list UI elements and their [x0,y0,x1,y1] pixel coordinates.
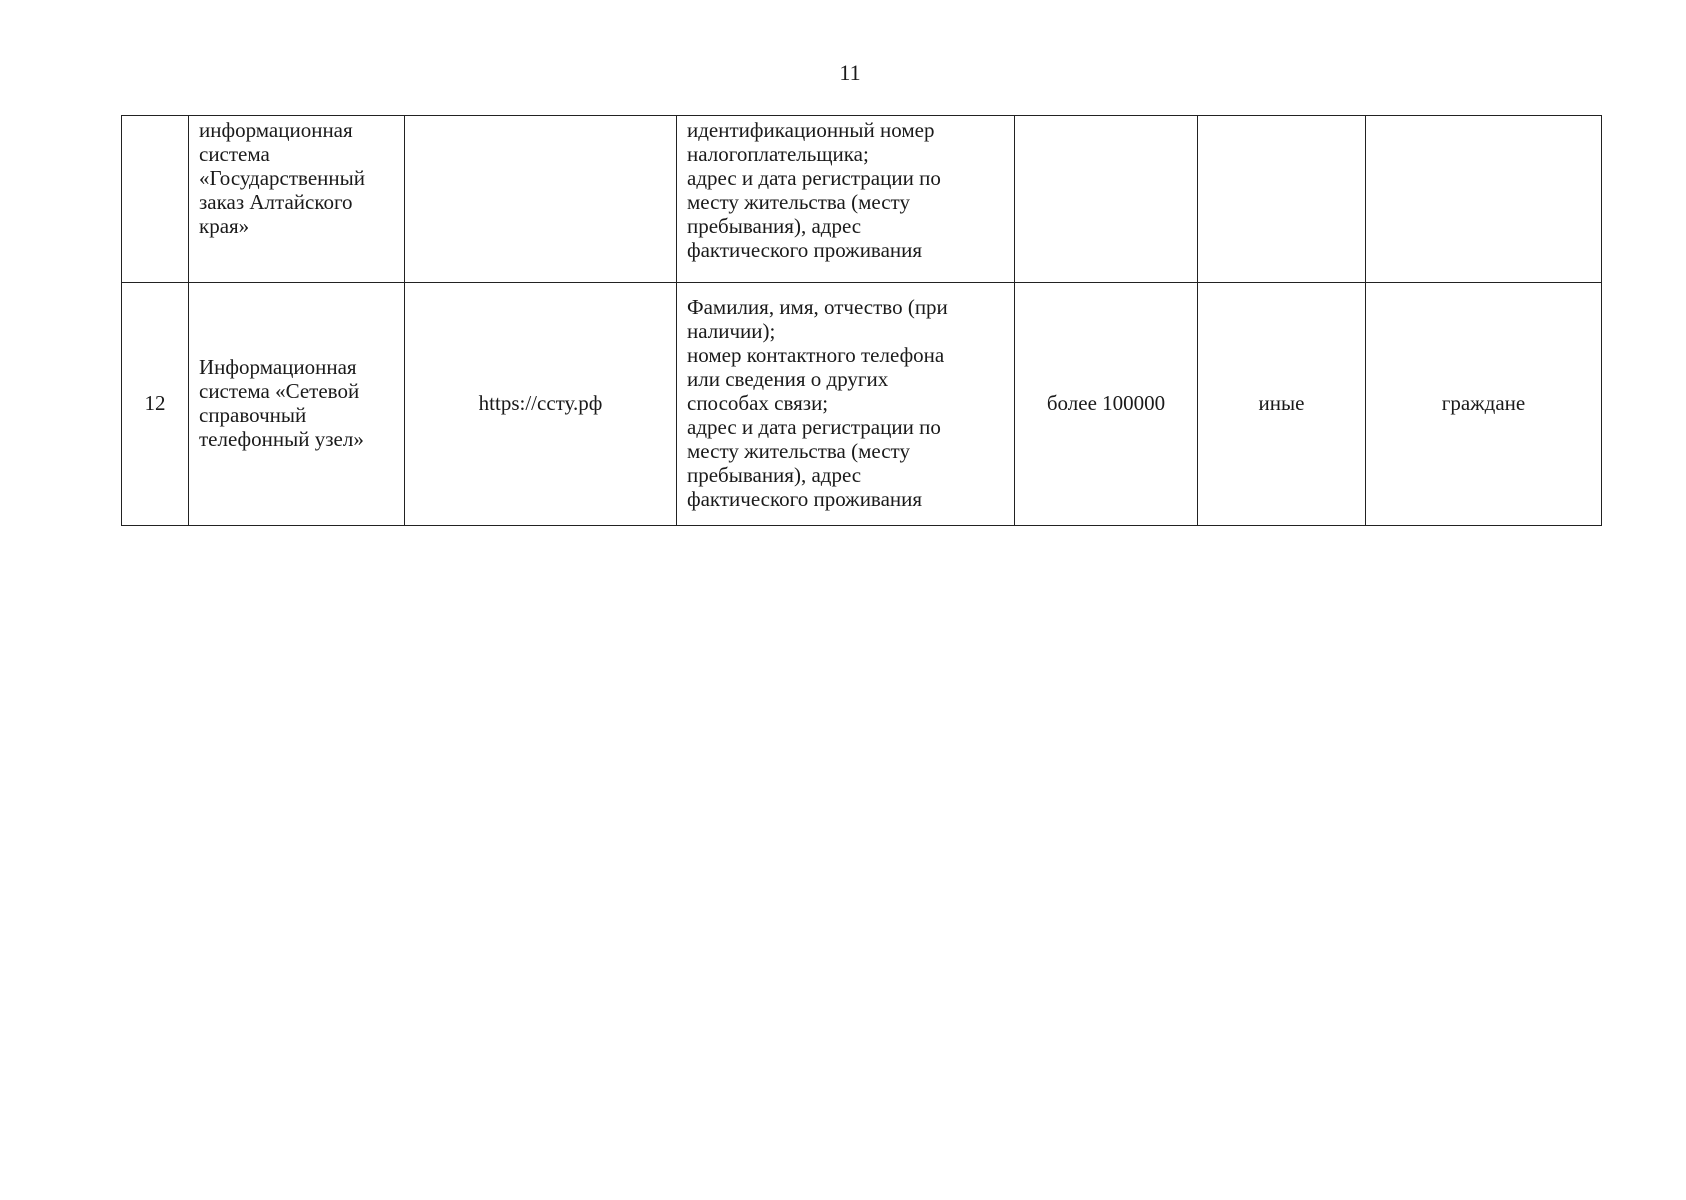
subjects-cell [1366,116,1602,283]
personal-data-line: фактического проживания [687,487,923,511]
personal-data-line: фактического проживания [687,238,923,262]
registry-table [121,115,1602,526]
volume-cell: более 100000 [1015,283,1198,526]
personal-data-line: идентификационный номер [687,118,935,142]
system-name-line: система «Сетевой [199,379,360,403]
system-name-line: Информационная [199,355,357,379]
system-name-line: заказ Алтайского [199,190,353,214]
personal-data-line: способах связи; [687,391,829,415]
personal-data-cell [677,116,1015,283]
row-number-cell: 12 [122,283,189,526]
personal-data-line: Фамилия, имя, отчество (при [687,295,948,319]
personal-data-line: пребывания), адрес [687,214,862,238]
personal-data-line: адрес и дата регистрации по [687,166,941,190]
system-name-line: справочный [199,403,307,427]
volume-cell [1015,116,1198,283]
category-cell: иные [1198,283,1366,526]
table-row [122,116,1602,283]
personal-data-line: адрес и дата регистрации по [687,415,941,439]
system-name-line: края» [199,214,250,238]
system-name-cell [189,116,405,283]
personal-data-line: налогоплательщика; [687,142,869,166]
system-name-line: информационная [199,118,353,142]
personal-data-line: месту жительства (месту [687,439,910,463]
personal-data-line: или сведения о других [687,367,889,391]
address-cell: https://ссту.рф [405,283,677,526]
personal-data-line: номер контактного телефона [687,343,945,367]
table-row [122,283,1602,526]
page-number: 11 [839,60,861,85]
category-cell [1198,116,1366,283]
personal-data-cell [677,283,1015,526]
personal-data-line: наличии); [687,319,776,343]
personal-data-line: пребывания), адрес [687,463,862,487]
row-number-cell [122,116,189,283]
personal-data-line: месту жительства (месту [687,190,910,214]
system-name-cell [189,283,405,526]
address-cell [405,116,677,283]
system-name-line: система [199,142,270,166]
system-name-line: телефонный узел» [199,427,364,451]
system-name-line: «Государственный [199,166,365,190]
subjects-cell: граждане [1366,283,1602,526]
